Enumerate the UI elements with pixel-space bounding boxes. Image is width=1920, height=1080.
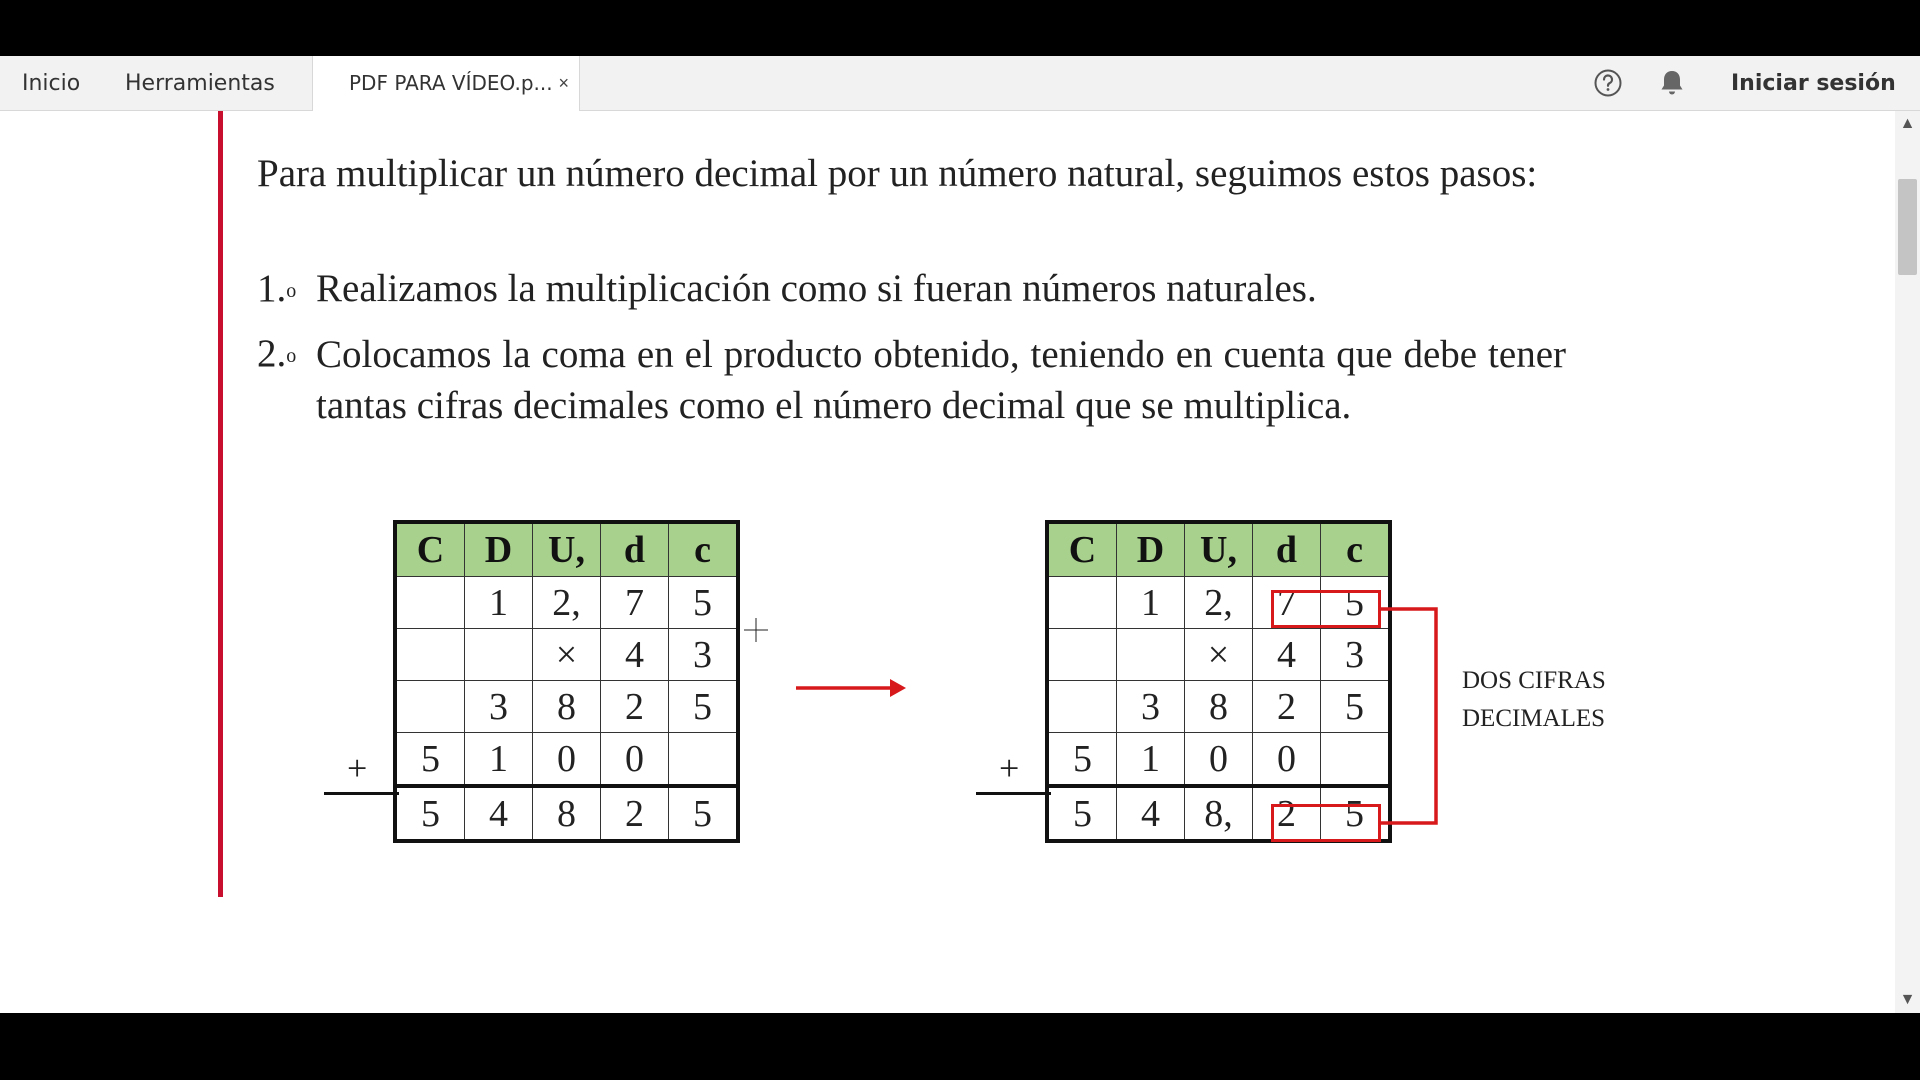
table-cell: 8 [533, 681, 601, 733]
table-cell: 5 [1047, 733, 1117, 787]
window-top-bar [0, 0, 1920, 56]
table-cell [395, 629, 465, 681]
table-cell: 2, [533, 577, 601, 629]
table-row [1047, 733, 1390, 787]
decimals-highlight-bottom [1271, 804, 1381, 842]
crosshair-cursor-icon [744, 618, 768, 642]
table-cell [1047, 681, 1117, 733]
table-cell: 2 [601, 681, 669, 733]
table-cell: 7 [1253, 577, 1321, 629]
plus-sign: + [347, 748, 368, 788]
bell-icon[interactable] [1657, 68, 1687, 98]
table-cell [395, 681, 465, 733]
annotation-line1: DOS CIFRAS [1462, 667, 1606, 694]
tab-inicio[interactable]: Inicio [22, 71, 81, 96]
decimals-highlight-top [1271, 590, 1381, 628]
scrollbar-thumb[interactable] [1898, 179, 1917, 275]
table-cell: 0 [533, 733, 601, 787]
table-row [1047, 629, 1390, 681]
table-cell: 1 [1117, 733, 1185, 787]
right-multiplication-table [1045, 520, 1392, 843]
table-cell: 2, [1185, 577, 1253, 629]
table-cell: 3 [1117, 681, 1185, 733]
header-cell: D [1117, 522, 1185, 577]
pdf-page [0, 111, 1895, 1013]
table-row [1047, 681, 1390, 733]
table-header-row [395, 522, 738, 577]
table-cell: 2 [1253, 681, 1321, 733]
table-cell [465, 629, 533, 681]
tab-bar [0, 56, 1920, 111]
table-cell: 5 [1321, 577, 1391, 629]
table-cell: 5 [395, 733, 465, 787]
header-cell: D [465, 522, 533, 577]
table-cell: 3 [465, 681, 533, 733]
table-cell: 5 [1047, 786, 1117, 841]
table-cell: 4 [1253, 629, 1321, 681]
table-cell: 4 [601, 629, 669, 681]
table-cell: 1 [1117, 577, 1185, 629]
table-cell: 7 [601, 577, 669, 629]
table-cell: 5 [669, 681, 739, 733]
table-cell: 0 [601, 733, 669, 787]
table-cell: 4 [1117, 786, 1185, 841]
tab-document-label: PDF PARA VÍDEO.p... [349, 71, 553, 95]
table-cell [1047, 577, 1117, 629]
header-cell: c [1321, 522, 1391, 577]
table-cell [395, 577, 465, 629]
sum-line [324, 792, 399, 795]
table-cell: 8 [1185, 681, 1253, 733]
table-total-row [395, 786, 738, 841]
table-cell: × [1185, 629, 1253, 681]
table-cell: 5 [1321, 681, 1391, 733]
table-cell: 8 [533, 786, 601, 841]
table-cell: 1 [465, 577, 533, 629]
header-cell: d [1253, 522, 1321, 577]
close-tab-icon[interactable]: × [558, 73, 569, 93]
sign-in-button[interactable]: Iniciar sesión [1731, 71, 1896, 96]
help-circle-icon[interactable] [1593, 68, 1623, 98]
step2-text: Colocamos la coma en el producto obtenido, teniendo en cuenta que debe tener tantas cifras decimales como el número decimal que se multiplica. [316, 333, 1566, 427]
tab-herramientas[interactable]: Herramientas [125, 71, 275, 96]
annotation-line2: DECIMALES [1462, 705, 1606, 732]
header-cell: d [601, 522, 669, 577]
header-cell: C [395, 522, 465, 577]
arrow-right-icon [796, 673, 908, 703]
table-cell: 5 [395, 786, 465, 841]
table-header-row [1047, 522, 1390, 577]
plus-sign: + [999, 748, 1020, 788]
step1-text: Realizamos la multiplicación como si fueran números naturales. [316, 267, 1317, 310]
table-row [395, 681, 738, 733]
sum-line [976, 792, 1051, 795]
table-row [395, 733, 738, 787]
table-cell [669, 733, 739, 787]
header-cell: U, [1185, 522, 1253, 577]
header-cell: C [1047, 522, 1117, 577]
table-cell: 5 [669, 786, 739, 841]
table-cell [1047, 629, 1117, 681]
bracket-connector [1378, 601, 1442, 831]
table-row [395, 577, 738, 629]
vertical-scrollbar[interactable] [1895, 111, 1920, 1013]
table-cell: 5 [669, 577, 739, 629]
table-cell: 0 [1253, 733, 1321, 787]
header-cell: c [669, 522, 739, 577]
table-row [395, 629, 738, 681]
window-bottom-bar [0, 1013, 1920, 1080]
table-cell: 3 [669, 629, 739, 681]
scroll-down-icon[interactable]: ▼ [1899, 991, 1916, 1008]
tab-document[interactable] [312, 56, 580, 112]
page-margin-line [218, 111, 223, 897]
step1-number: 1.$^o$ [257, 267, 297, 310]
header-cell: U, [533, 522, 601, 577]
table-cell: × [533, 629, 601, 681]
table-cell: 2 [601, 786, 669, 841]
table-cell: 8, [1185, 786, 1253, 841]
table-cell: 3 [1321, 629, 1391, 681]
intro-paragraph: Para multiplicar un número decimal por un número natural, seguimos estos pasos: [257, 152, 1538, 195]
table-cell: 2 [1253, 786, 1321, 841]
table-cell: 0 [1185, 733, 1253, 787]
scroll-up-icon[interactable]: ▲ [1899, 115, 1916, 132]
table-cell [1117, 629, 1185, 681]
left-multiplication-table [393, 520, 740, 843]
table-cell: 1 [465, 733, 533, 787]
table-cell: 5 [1321, 786, 1391, 841]
table-cell: 4 [465, 786, 533, 841]
step2-number: 2.$^o$ [257, 332, 297, 375]
